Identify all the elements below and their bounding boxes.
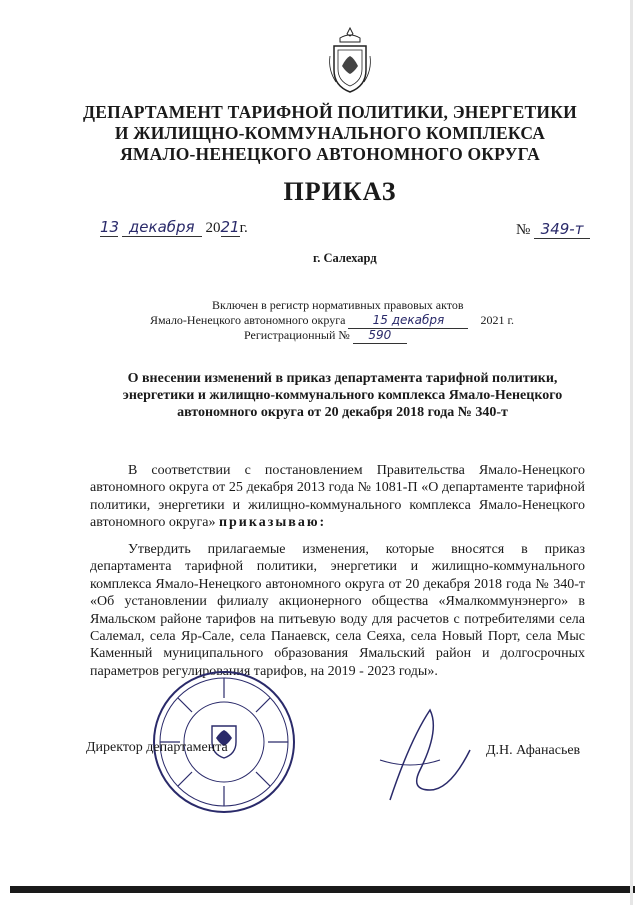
doc-type-heading: ПРИКАЗ: [283, 177, 397, 206]
registration-year: 2021 г.: [480, 313, 515, 327]
scan-bottom-edge: [10, 886, 635, 893]
handwritten-signature-icon: [360, 700, 500, 810]
order-word: приказываю:: [218, 515, 327, 531]
number-label: №: [516, 222, 531, 238]
registration-number: 590: [353, 328, 407, 344]
registration-date: 15 декабря: [348, 313, 468, 329]
registration-line: [244, 328, 407, 344]
date-month: декабря: [122, 218, 202, 237]
document-title: О внесении изменений в приказ департамента тарифной политики, энергетики и жилищно-коммунального комплекса Ямало-Ненецкого автономного округа от 20 декабря 2018 года № 340-т: [122, 371, 563, 420]
date-year-prefix: 20: [205, 220, 221, 236]
order-number: [516, 220, 590, 239]
city: г. Салехард: [313, 251, 377, 265]
signatory-name: Д.Н. Афанасьев: [486, 743, 581, 758]
yamalo-nenets-coat-of-arms-icon: [326, 26, 374, 96]
registration-line: [150, 313, 514, 329]
registration-line: Включен в регистр нормативных правовых актов: [212, 298, 464, 312]
date-year-suffix: 21: [220, 218, 240, 236]
body-paragraph: Утвердить прилагаемые изменения, которые вносятся в приказ департамента тарифной политики, энергетики и жилищно-коммунального комплекса Ямало-Ненецкого автономного округа от 20 декабря 2018 года № 340-т «Об установлении филиалу акционерного общества «Ямалкоммунэнерго» в Ямальском районе тарифов на питьевую воду для расчетов с потребителями села Салемал, села Яр-Сале, села Панаевск, села Сеяха, села Новый Порт, села Мыс Каменный муниципального образования Ямальский район и долгосрочных параметров регулирования тарифов, на 2019 - 2023 годы».: [90, 542, 585, 679]
date-suffix: г.: [239, 220, 248, 236]
department-line: ДЕПАРТАМЕНТ ТАРИФНОЙ ПОЛИТИКИ, ЭНЕРГЕТИКИ: [83, 102, 577, 122]
body-paragraph: [90, 462, 585, 532]
signatory-position: Директор департамента: [86, 740, 228, 755]
paragraph-text: В соответствии с постановлением Правительства Ямало-Ненецкого автономного округа от 25 декабря 2013 года № 1081-П «О департаменте тарифной политики, энергетики и жилищно-коммунального комплекса Ямало-Ненецкого автономного округа»: [90, 463, 585, 531]
department-name: [60, 102, 600, 165]
department-line: И ЖИЛИЩНО-КОММУНАЛЬНОГО КОМПЛЕКСА: [114, 123, 546, 143]
department-line: ЯМАЛО-НЕНЕЦКОГО АВТОНОМНОГО ОКРУГА: [120, 144, 540, 164]
number-value: 349-т: [534, 220, 590, 239]
order-date: [100, 218, 248, 237]
scan-right-edge: [630, 0, 633, 905]
registration-region: Ямало-Ненецкого автономного округа: [150, 313, 346, 327]
registration-number-label: Регистрационный №: [244, 328, 350, 342]
date-day: 13: [100, 218, 120, 236]
